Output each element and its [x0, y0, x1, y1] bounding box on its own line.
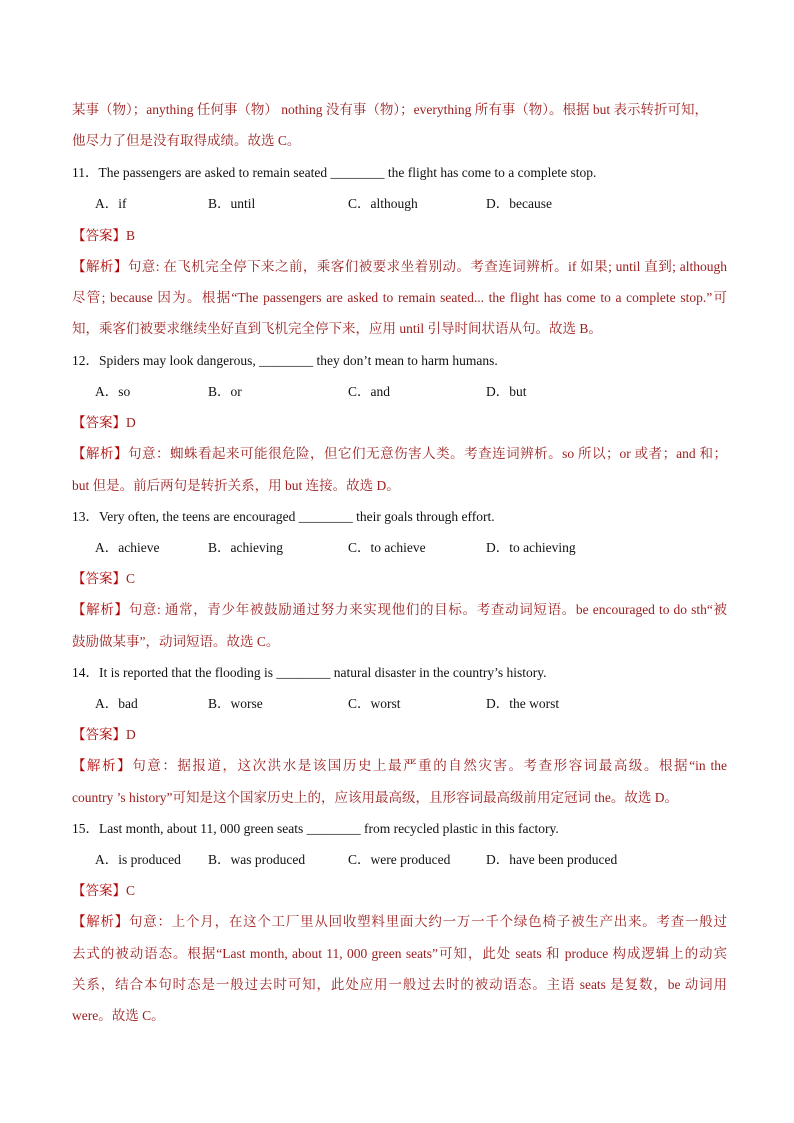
option-a: A．bad: [95, 696, 138, 711]
option-d: D．because: [486, 196, 552, 211]
prev-analysis-line-1: 某事（物）；anything 任何事（物） nothing 没有事（物）；everything 所有事（物）。根据 but 表示转折可知，: [72, 102, 708, 117]
question-11-analysis-line-3: 知，乘客们被要求继续坐好直到飞机完全停下来，应用 until 引导时间状语从句。故选 B。: [72, 321, 602, 336]
option-c: C．to achieve: [348, 540, 426, 555]
question-15-analysis-line-4: were。故选 C。: [72, 1008, 165, 1023]
option-d: D．to achieving: [486, 540, 576, 555]
question-14-answer: 【答案】D: [72, 727, 136, 742]
question-15-analysis-line-3: 关系，结合本句时态是一般过去时可知，此处应用一般过去时的被动语态。主语 seats 是复数，be 动词用: [72, 977, 727, 992]
question-12-analysis-line-1: 【解析】句意：蜘蛛看起来可能很危险，但它们无意伤害人类。考查连词辨析。so 所以；or 或者；and 和；: [72, 446, 727, 461]
option-a: A．so: [95, 384, 131, 399]
answer-value: B: [126, 228, 136, 243]
option-d: D．have been produced: [486, 852, 618, 867]
question-12-analysis-line-2: but 但是。前后两句是转折关系，用 but 连接。故选 D。: [72, 478, 400, 493]
question-15-stem: 15．Last month, about 11, 000 green seats ________ from recycled plastic in this factory.: [72, 821, 559, 836]
question-14-analysis-line-2: country ’s history”可知是这个国家历史上的，应该用最高级，且形容词最高级前用定冠词 the。故选 D。: [72, 790, 678, 805]
question-15-answer: 【答案】C: [72, 883, 136, 898]
question-14-stem: 14．It is reported that the flooding is ________ natural disaster in the country’s history.: [72, 665, 547, 680]
question-14-analysis-line-1: 【解析】句意：据报道，这次洪水是该国历史上最严重的自然灾害。考查形容词最高级。根据“in the: [72, 758, 728, 773]
answer-tag: 【答案】: [72, 228, 126, 243]
question-15-analysis-line-2: 去式的被动语态。根据“Last month, about 11, 000 green seats”可知，此处 seats 和 produce 构成逻辑上的动宾: [72, 946, 727, 961]
analysis-tag: 【解析】: [72, 259, 128, 274]
question-11-analysis-line-1: 【解析】句意: 在飞机完全停下来之前，乘客们被要求坐着别动。考查连词辨析。if 如果; until 直到; although: [72, 259, 728, 274]
question-15-analysis-line-1: 【解析】句意：上个月，在这个工厂里从回收塑料里面大约一万一千个绿色椅子被生产出来。考查一般过: [72, 914, 728, 929]
option-c: C．although: [348, 196, 418, 211]
question-11-answer: [72, 226, 135, 246]
option-a: A．is produced: [95, 852, 181, 867]
option-b: B．was produced: [208, 852, 306, 867]
question-12-stem: 12．Spiders may look dangerous, ________ they don’t mean to harm humans.: [72, 353, 498, 368]
question-12-answer: 【答案】D: [72, 415, 136, 430]
question-11-stem: 11．The passengers are asked to remain seated ________ the flight has come to a complete stop.: [72, 165, 597, 180]
prev-analysis-line-2: 他尽力了但是没有取得成绩。故选 C。: [72, 133, 301, 148]
option-b: B．or: [208, 384, 242, 399]
option-d: D．the worst: [486, 696, 560, 711]
option-a: A．if: [95, 196, 127, 211]
option-c: C．and: [348, 384, 390, 399]
option-a: A．achieve: [95, 540, 160, 555]
option-b: B．until: [208, 196, 256, 211]
option-b: B．worse: [208, 696, 263, 711]
question-13-stem: 13．Very often, the teens are encouraged ________ their goals through effort.: [72, 509, 495, 524]
option-b: B．achieving: [208, 540, 283, 555]
question-11-analysis-line-2: 尽管; because 因为。根据“The passengers are asked to remain seated... the flight has come to a complete stop.”可: [72, 290, 727, 305]
question-13-analysis-line-2: 鼓励做某事”，动词短语。故选 C。: [72, 634, 280, 649]
option-d: D．but: [486, 384, 527, 399]
question-13-answer: 【答案】C: [72, 571, 136, 586]
question-13-analysis-line-1: 【解析】句意: 通常，青少年被鼓励通过努力来实现他们的目标。考查动词短语。be encouraged to do sth“被: [72, 602, 728, 617]
option-c: C．worst: [348, 696, 401, 711]
option-c: C．were produced: [348, 852, 451, 867]
